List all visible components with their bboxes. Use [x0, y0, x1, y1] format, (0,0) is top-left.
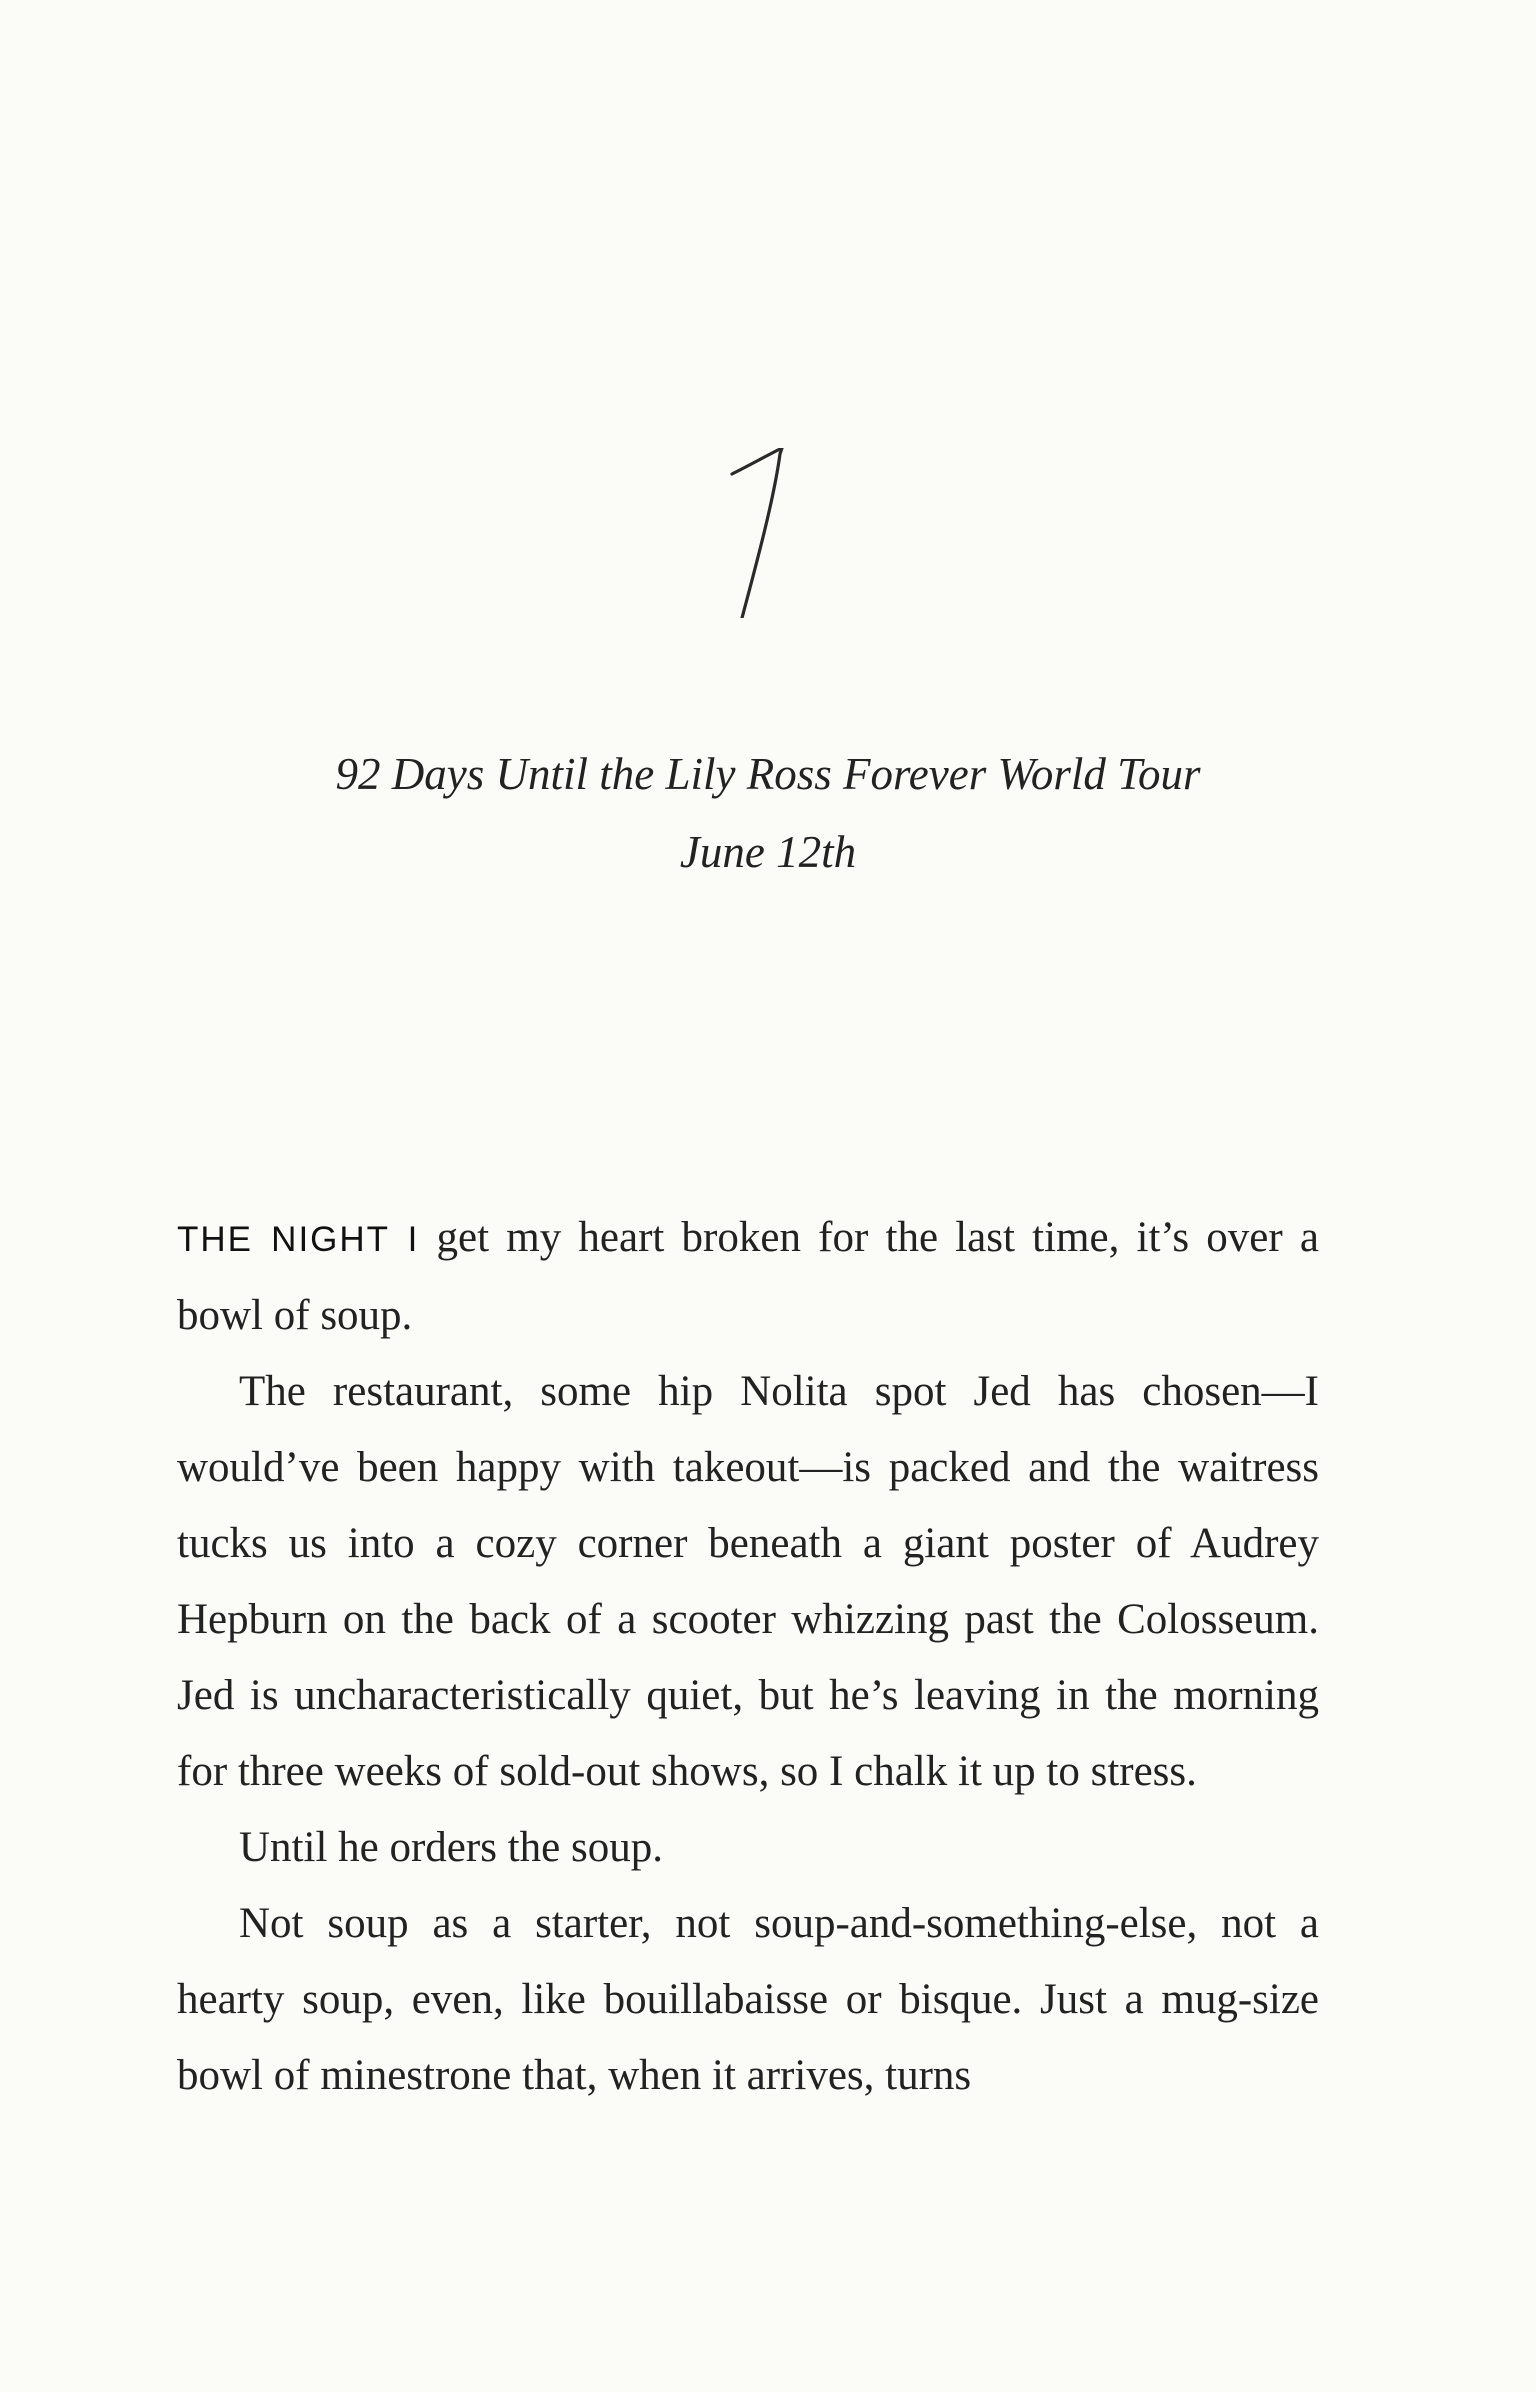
- paragraph-3: Until he orders the soup.: [239, 1824, 663, 1871]
- chapter-number: [718, 448, 808, 618]
- countdown-heading: 92 Days Until the Lily Ross Forever World Tour: [335, 749, 1201, 799]
- paragraph-1: [177, 1200, 1319, 1354]
- handwritten-one-icon: [718, 448, 808, 618]
- paragraph-1-text: get my heart broken for the last time, it’s over a bowl of soup.: [177, 1214, 1319, 1339]
- paragraph-2: The restaurant, some hip Nolita spot Jed has chosen—I would’ve been happy with takeout—is packed and the waitress tucks us into a cozy corner beneath a giant poster of Audrey Hepburn on the back of a scooter whizzing past the Colosseum. Jed is uncharacteristically quiet, but he’s leaving in the morning for three weeks of sold-out shows, so I chalk it up to stress.: [177, 1368, 1319, 1795]
- date-heading: June 12th: [679, 827, 857, 877]
- chapter-body: [177, 1200, 1319, 2114]
- lead-in-small-caps: THE NIGHT I: [177, 1220, 420, 1259]
- paragraph-4: Not soup as a starter, not soup-and-something-else, not a hearty soup, even, like bouillabaisse or bisque. Just a mug-size bowl of minestrone that, when it arrives, turns: [177, 1900, 1319, 2099]
